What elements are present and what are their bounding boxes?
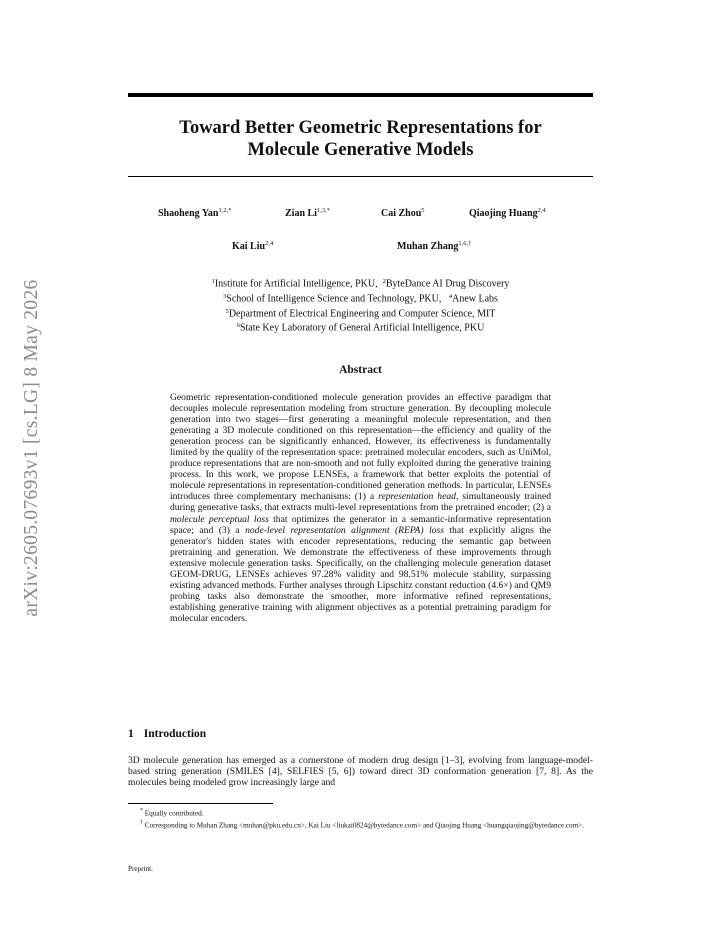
affiliation-line: $^6$State Key Laboratory of General Artificial Intelligence, PKU xyxy=(236,322,485,334)
author-name: Muhan Zhang$^{1,6,\dagger}$ xyxy=(397,240,472,252)
affiliation-line: $^5$Department of Electrical Engineering and Computer Science, MIT xyxy=(225,307,496,320)
abstract-text: Geometric representation-conditioned molecule generation provides an effective paradigm that decouples molecule representation modeling from structure generation. By decoupling molecule generation into two stages—first generating a meaningful molecule representation, and then generating a 3D molecule conditioned on this representation—the efficiency and quality of the generation process can be significantly enhanced. However, its effectiveness is fundamentally limited by the quality of the representation space: pretrained molecular encoders, such as UniMol, produce representations that are non-smooth and not fully exploited during the generative training process. In this work, we propose LENSEs, a framework that better exploits the potential of molecule representations in representation-conditioned generation methods. In particular, LENSEs introduces three complementary mechanisms: (1) a representation head, simultaneously trained during generative tasks, that extracts multi-level representations from the pretrained encoder; (2) a molecule perceptual loss that optimizes the generator in a semantic-informative representation space; and (3) a node-level representation alignment (REPA) loss that explicitly aligns the generator's hidden states with encoder representations, reducing the semantic gap between pretraining and generation. We demonstrate the effectiveness of these improvements through extensive molecule generation tasks. Specifically, on the challenging molecule generation dataset GEOM-DRUG, LENSEs achieves 97.28% validity and 98.51% molecule stability, surpassing existing advanced methods. Further analyses through Lipschitz constant reduction (4.6×) and QM9 probing tasks also demonstrate the smoother, more informative refined representations, establishing generative training with alignment objectives as a potential pretraining paradigm for molecular encoders. xyxy=(170,392,551,624)
arxiv-identifier-stamp: arXiv:2605.07693v1 [cs.LG] 8 May 2026 xyxy=(21,279,42,617)
title-bottom-rule xyxy=(128,176,593,177)
introduction-paragraph: 3D molecule generation has emerged as a cornerstone of modern drug design [1–3], evolving from language-model-based string generation (SMILES [4], SELFIES [5, 6]) toward direct 3D conformation generation [7, 8]. As the molecules being modeled grow increasingly large and xyxy=(128,755,593,789)
footnote-corresponding: † Corresponding to Muhan Zhang <muhan@pku.edu.cn>, Kai Liu <liukai0824@bytedance.com> and Qiaojing Huang <huangqiaojing@bytedance.com>. xyxy=(140,819,584,830)
footnote-equal-contribution: * Equally contributed. xyxy=(140,808,204,818)
emphasis: molecule perceptual loss xyxy=(170,513,269,525)
affiliations xyxy=(128,276,593,335)
preprint-label: Preprint. xyxy=(128,865,153,873)
paper-title xyxy=(128,117,593,161)
author-name: Qiaojing Huang$^{2,4}$ xyxy=(469,207,546,219)
title-line-2: Molecule Generative Models xyxy=(247,140,474,160)
affiliation-line: $^1$Institute for Artificial Intelligence, PKU, $^2$ByteDance AI Drug Discovery xyxy=(211,278,510,290)
section-heading-introduction: 1 Introduction xyxy=(128,728,207,740)
author-name: Shaoheng Yan$^{1,2,*}$ xyxy=(158,207,232,219)
author-name: Zian $Li^{1,3,*}$ xyxy=(285,207,330,219)
footnotes xyxy=(128,807,593,831)
footnote-rule xyxy=(128,803,273,804)
author-name: Cai Zhou$^5$ xyxy=(381,207,425,219)
title-top-rule xyxy=(128,93,593,97)
author-name: Kai Liu$^{2,4}$ xyxy=(232,240,274,252)
emphasis: node-level representation alignment (REPA) loss xyxy=(245,524,444,536)
emphasis: representation head xyxy=(378,491,456,503)
affiliation-line: $^3$School of Intelligence Science and Technology, PKU, $^4$Anew Labs xyxy=(223,292,498,305)
title-line-1: Toward Better Geometric Representations for xyxy=(179,118,542,138)
abstract-heading: Abstract xyxy=(339,364,382,376)
